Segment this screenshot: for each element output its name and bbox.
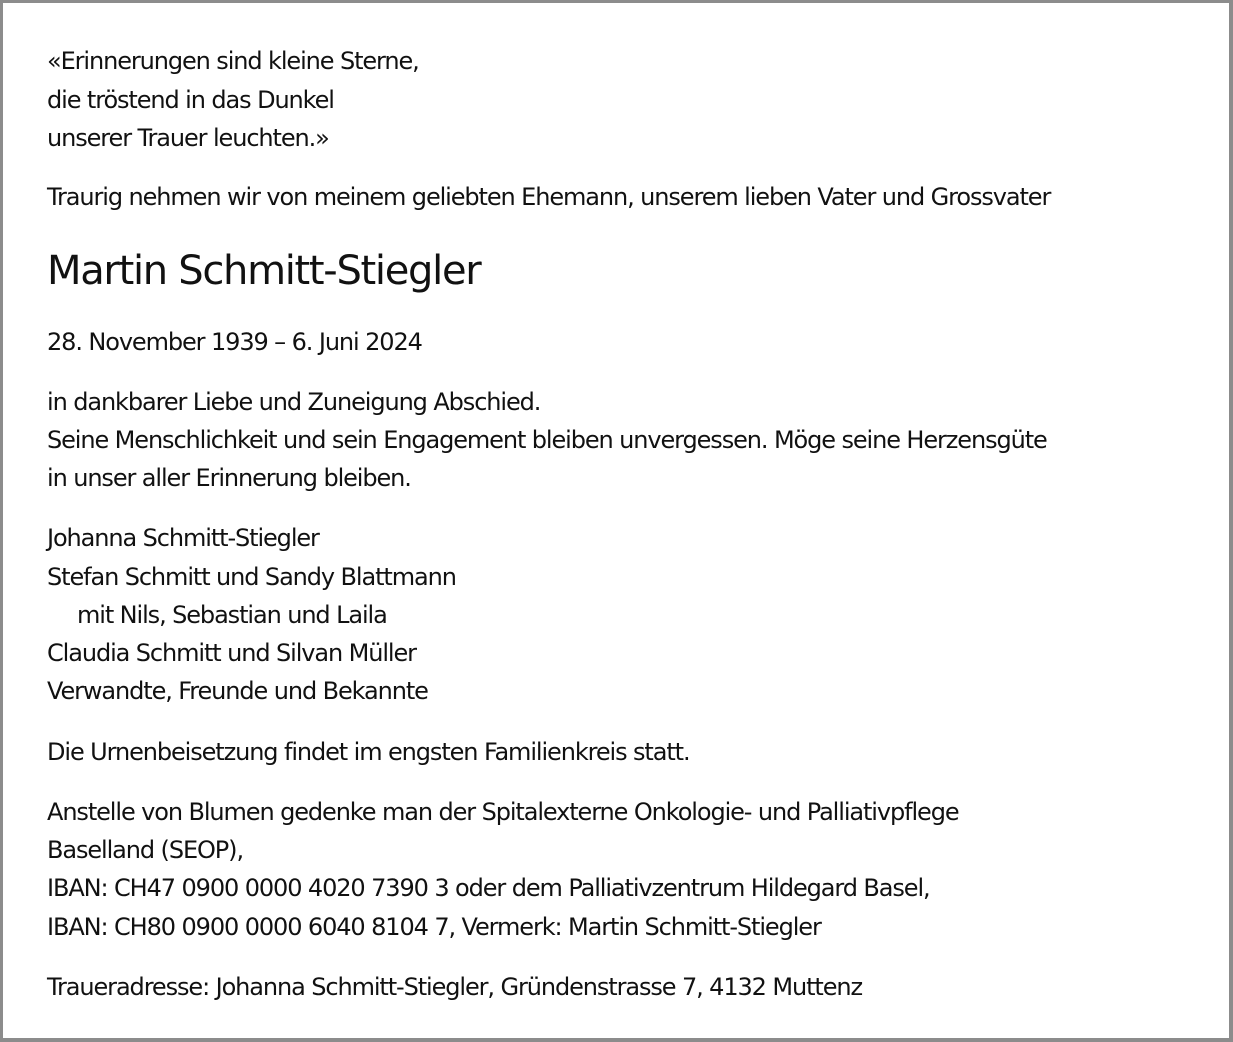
farewell-line-2: Seine Menschlichkeit und sein Engagement bleiben unvergessen. Möge seine Herzensgüte: [47, 426, 1047, 454]
quote-line-2: die tröstend in das Dunkel: [47, 86, 334, 114]
donation-line-3: IBAN: CH47 0900 0000 4020 7390 3 oder dem Palliativzentrum Hildegard Basel,: [47, 874, 930, 902]
quote-line-1: «Erinnerungen sind kleine Sterne,: [47, 47, 419, 75]
donation-line-2: Baselland (SEOP),: [47, 836, 243, 864]
mourning-address: Traueradresse: Johanna Schmitt-Stiegler, Gründenstrasse 7, 4132 Muttenz: [47, 973, 862, 1001]
mourner-2: Stefan Schmitt und Sandy Blattmann: [47, 563, 456, 591]
donation-line-1: Anstelle von Blumen gedenke man der Spitalexterne Onkologie- und Palliativpflege: [47, 798, 959, 826]
intro-text: Traurig nehmen wir von meinem geliebten Ehemann, unserem lieben Vater und Grossvater: [47, 183, 1051, 211]
mourner-3: mit Nils, Sebastian und Laila: [77, 601, 387, 629]
quote-line-3: unserer Trauer leuchten.»: [47, 124, 329, 152]
mourner-5: Verwandte, Freunde und Bekannte: [47, 677, 428, 705]
donation-line-4: IBAN: CH80 0900 0000 6040 8104 7, Vermerk: Martin Schmitt-Stiegler: [47, 913, 821, 941]
life-dates: 28. November 1939 – 6. Juni 2024: [47, 328, 422, 356]
mourner-1: Johanna Schmitt-Stiegler: [47, 524, 319, 552]
farewell-line-1: in dankbarer Liebe und Zuneigung Abschied.: [47, 388, 541, 416]
burial-note: Die Urnenbeisetzung findet im engsten Familienkreis statt.: [47, 738, 690, 766]
farewell-line-3: in unser aller Erinnerung bleiben.: [47, 464, 411, 492]
mourner-4: Claudia Schmitt und Silvan Müller: [47, 639, 416, 667]
deceased-name: Martin Schmitt-Stiegler: [47, 248, 481, 294]
